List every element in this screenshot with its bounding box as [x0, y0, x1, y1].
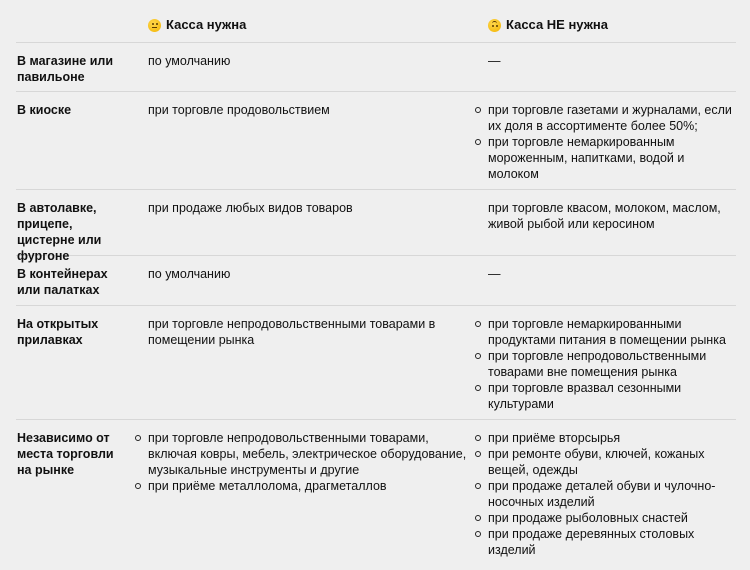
place-cell: В контейнерах или палатках	[17, 267, 108, 297]
table-row	[16, 420, 736, 570]
need-cell	[148, 430, 474, 494]
table-row	[16, 43, 736, 92]
noneed-item: при торговле вразвал сезонными культурами	[488, 380, 738, 412]
noneed-item: при ремонте обуви, ключей, кожаных вещей, одежды	[488, 446, 738, 478]
table-row	[16, 92, 736, 190]
table-row	[16, 190, 736, 263]
need-item: при торговле продовольствием	[148, 103, 330, 117]
place-cell: В автолавке, прицепе, цистерне или фургоне	[17, 201, 102, 263]
noneed-item: при торговле немаркированными продуктами питания в помещении рынка	[488, 316, 738, 348]
table-header	[16, 0, 736, 43]
place-cell: Независимо от места торговли на рынке	[17, 431, 114, 477]
noneed-cell	[488, 316, 738, 412]
noneed-item: —	[488, 267, 501, 281]
table-row	[16, 256, 736, 306]
need-item: при торговле непродовольственными товарами, включая ковры, мебель, электрическое оборудование, музыкальные инструменты и другие	[148, 430, 474, 478]
column-header-noneed	[488, 17, 608, 33]
need-item: по умолчанию	[148, 54, 231, 68]
need-item: при торговле непродовольственными товарами в помещении рынка	[148, 317, 436, 347]
need-item: по умолчанию	[148, 267, 231, 281]
noneed-cell	[488, 200, 738, 232]
noneed-item: при торговле немаркированным мороженным, напитками, водой и молоком	[488, 134, 738, 182]
need-cell	[148, 53, 474, 69]
need-cell	[148, 266, 474, 282]
need-cell	[148, 316, 474, 348]
noneed-cell	[488, 430, 738, 558]
smiley-face-icon	[148, 19, 161, 32]
need-item: при продаже любых видов товаров	[148, 201, 353, 215]
noneed-item: при торговле непродовольственными товарами вне помещения рынка	[488, 348, 738, 380]
noneed-item: при торговле газетами и журналами, если их доля в ассортименте более 50%;	[488, 102, 738, 134]
place-cell: На открытых прилавках	[17, 317, 99, 347]
need-cell	[148, 102, 474, 118]
noneed-item: при продаже рыболовных снастей	[488, 510, 738, 526]
noneed-item: —	[488, 54, 501, 68]
need-cell	[148, 200, 474, 216]
table-row	[16, 306, 736, 420]
noneed-cell	[488, 266, 738, 282]
column-header-need-label: Касса нужна	[166, 17, 247, 32]
noneed-item: при приёме вторсырья	[488, 430, 738, 446]
column-header-need	[148, 17, 246, 33]
upside-down-face-icon	[488, 19, 501, 32]
noneed-item: при продаже деталей обуви и чулочно-носочных изделий	[488, 478, 738, 510]
need-item: при приёме металлолома, драгметаллов	[148, 478, 474, 494]
noneed-cell	[488, 102, 738, 182]
place-cell: В магазине или павильоне	[17, 54, 114, 84]
place-cell: В киоске	[17, 103, 72, 117]
noneed-item: при продаже деревянных столовых изделий	[488, 526, 738, 558]
column-header-noneed-label: Касса НЕ нужна	[506, 17, 608, 32]
noneed-cell	[488, 53, 738, 69]
noneed-item: при торговле квасом, молоком, маслом, живой рыбой или керосином	[488, 201, 721, 231]
